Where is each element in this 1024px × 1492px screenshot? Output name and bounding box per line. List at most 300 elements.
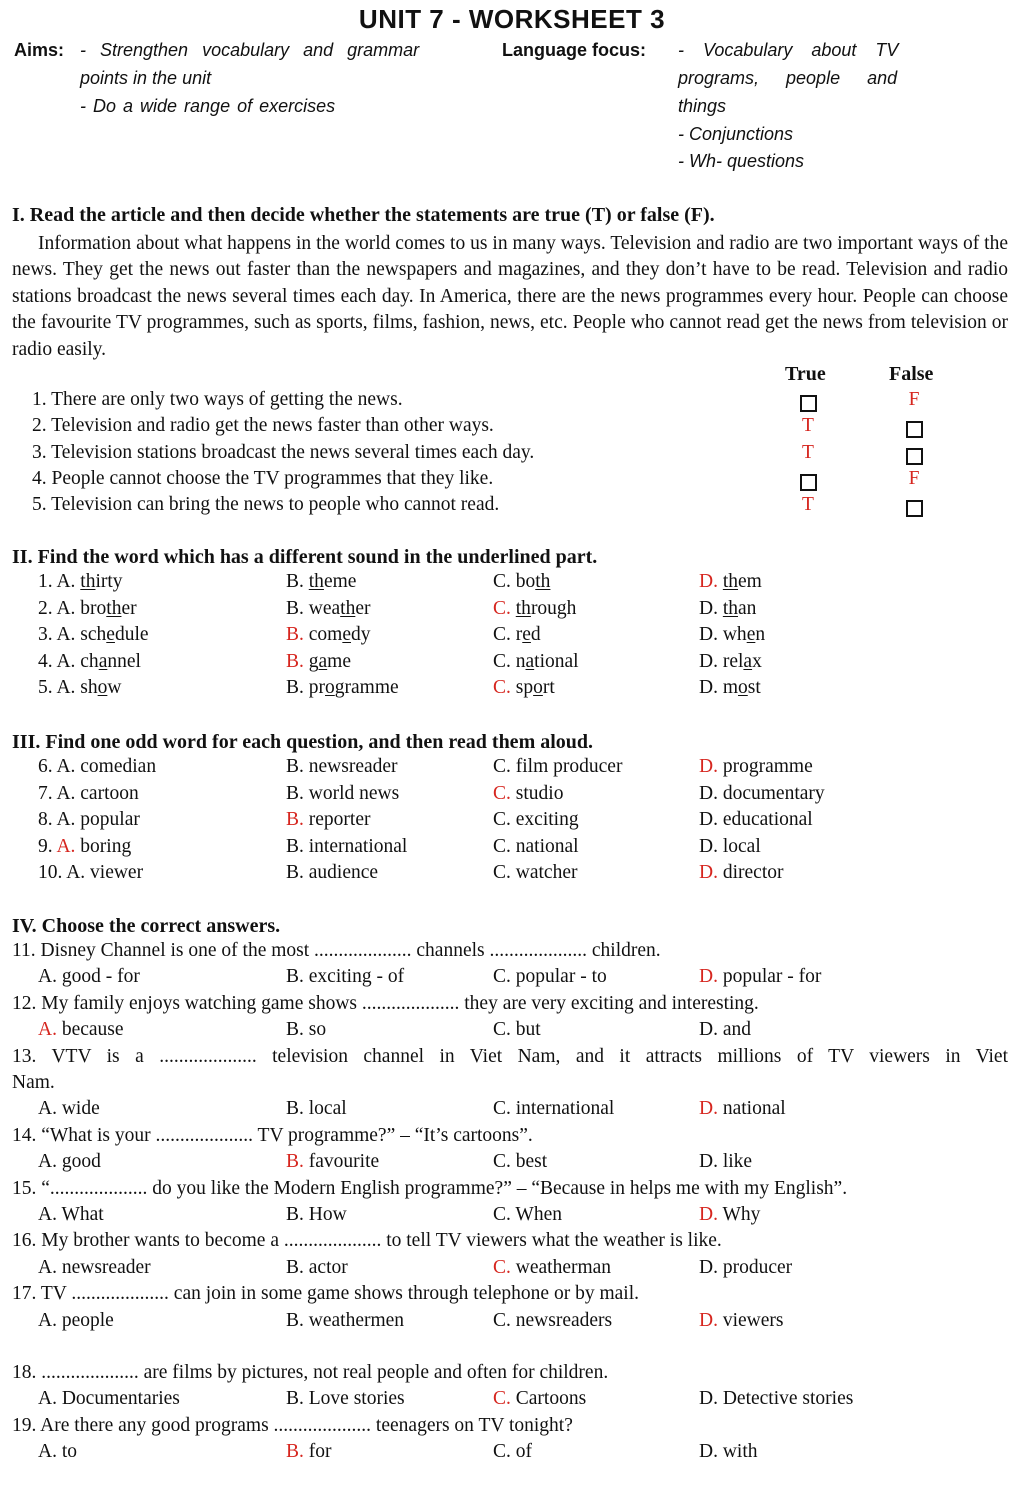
option-text: international: [510, 1098, 615, 1119]
option: [38, 1019, 124, 1041]
option-letter: D.: [699, 1098, 718, 1119]
option-text: Documentaries: [56, 1388, 180, 1409]
statement-text: 1. There are only two ways of getting the news.: [32, 389, 403, 410]
option-text: best: [510, 1151, 548, 1172]
option: [286, 756, 398, 778]
checkbox-icon: [800, 474, 817, 491]
section-3-heading: III. Find one odd word for each question, and then read them aloud.: [12, 731, 594, 753]
underlined-part: th: [80, 571, 96, 592]
option: [493, 1388, 586, 1410]
option: [493, 966, 607, 988]
underlined-part: th: [535, 571, 551, 592]
option: [699, 1204, 760, 1226]
option: [38, 862, 143, 884]
question-row: [0, 571, 1024, 597]
option: [286, 1151, 379, 1173]
option-letter: A.: [38, 1204, 57, 1225]
option-letter: C.: [493, 1441, 511, 1462]
option: [493, 1257, 611, 1279]
option-letter: C.: [493, 862, 516, 883]
option: [286, 1388, 405, 1410]
options-row: [0, 1019, 1024, 1045]
option-text: viewers: [717, 1310, 784, 1331]
statement-row: [0, 468, 1024, 494]
option-letter: A.: [56, 598, 81, 619]
option-letter: B.: [286, 1019, 304, 1040]
option: [493, 1019, 541, 1041]
option: [699, 624, 765, 646]
option: [38, 571, 123, 593]
question-row: [0, 677, 1024, 703]
option-letter: B.: [286, 1151, 304, 1172]
option: [286, 1257, 348, 1279]
option: [493, 571, 550, 593]
option-letter: C.: [493, 677, 516, 698]
question-text: 16. My brother wants to become a .................... to tell TV viewers what the weather is like.: [12, 1230, 722, 1251]
focus-line: things: [678, 96, 727, 116]
underlined-part: a: [525, 651, 535, 672]
option-text: of: [510, 1441, 533, 1462]
option-word-part: x: [752, 651, 762, 672]
article-paragraph: Information about what happens in the world comes to us in many ways. Television and radio are two important ways of the news. They get the news out faster than the newspapers and magazines, and they don’t have to be read. Television and radio stations broadcast the news several times each day. In America, there are the news programmes every hour. People can choose the favourite TV programmes, such as sports, films, fashion, news, etc. People who cannot read get the news from television or radio easily.: [12, 233, 1008, 360]
statement-row: [0, 415, 1024, 441]
underlined-part: o: [325, 677, 335, 698]
statement-row: [0, 389, 1024, 415]
options-row: [0, 1204, 1024, 1230]
option-letter: D.: [699, 1204, 718, 1225]
statement-text: 3. Television stations broadcast the news several times each day.: [32, 442, 535, 463]
option-text: exciting: [515, 809, 579, 830]
option-text: audience: [308, 862, 379, 883]
option: [38, 836, 131, 858]
option-text: good - for: [56, 966, 140, 987]
underlined-part: th: [722, 571, 739, 592]
option-text: producer: [717, 1257, 793, 1278]
question-row: [0, 624, 1024, 650]
question-number: 9.: [38, 836, 57, 857]
options-row: [0, 966, 1024, 992]
option: [286, 598, 371, 620]
option-letter: A.: [38, 1098, 57, 1119]
option: [38, 1204, 104, 1226]
option: [699, 1388, 853, 1410]
option-text: wide: [56, 1098, 100, 1119]
false-mark: F: [908, 468, 920, 489]
option-letter: D.: [699, 1257, 718, 1278]
option: [38, 809, 140, 831]
option-word-part: d: [530, 624, 541, 645]
option-text: national: [717, 1098, 786, 1119]
option: [493, 598, 576, 620]
true-mark: T: [802, 442, 814, 463]
option: [493, 1310, 612, 1332]
option-text: so: [303, 1019, 327, 1040]
option-letter: B.: [286, 624, 309, 645]
option: [38, 1257, 151, 1279]
option-text: reporter: [308, 809, 371, 830]
option: [286, 966, 404, 988]
option-text: weatherman: [510, 1257, 612, 1278]
question-text: 12. My family enjoys watching game shows .................... they are very exciting and interesting.: [12, 993, 759, 1014]
option-word-part: sch: [80, 624, 107, 645]
option-word-part: n: [515, 651, 526, 672]
option-letter: C.: [493, 1204, 511, 1225]
aims-line: - Do a wide range of exercises: [80, 96, 336, 116]
option-letter: C.: [493, 1388, 511, 1409]
option: [286, 624, 371, 646]
option: [699, 598, 756, 620]
options-row: [0, 1310, 1024, 1336]
worksheet-title: UNIT 7 - WORKSHEET 3: [358, 4, 666, 34]
aims-line: points in the unit: [80, 68, 212, 88]
option-word-part: em: [738, 571, 762, 592]
option-letter: D.: [699, 677, 723, 698]
aims-block: [14, 40, 1014, 180]
option-letter: B.: [286, 1441, 304, 1462]
option-word-part: wh: [722, 624, 747, 645]
question-text: 15. “.................... do you like the Modern English programme?” – “Because in helps me with my English”.: [12, 1178, 848, 1199]
option-letter: A.: [38, 1310, 57, 1331]
option-letter: D.: [699, 1310, 718, 1331]
question-row: [0, 862, 1024, 888]
option-text: world news: [308, 783, 400, 804]
option: [38, 1151, 101, 1173]
question-row: [0, 836, 1024, 862]
option: [699, 1310, 784, 1332]
option-text: programme: [722, 756, 813, 777]
option-text: Love stories: [303, 1388, 405, 1409]
option-letter: A.: [38, 1019, 57, 1040]
option: [699, 677, 761, 699]
option: [38, 966, 140, 988]
option-letter: C.: [493, 624, 516, 645]
option-word-part: pr: [308, 677, 326, 698]
option-word-part: er: [121, 598, 137, 619]
option-letter: A.: [38, 966, 57, 987]
option-text: Cartoons: [510, 1388, 587, 1409]
option-letter: B.: [286, 571, 309, 592]
focus-line: - Wh- questions: [678, 151, 805, 171]
option-word-part: wea: [308, 598, 341, 619]
options-row: [0, 1098, 1024, 1124]
question-number: 4.: [38, 651, 57, 672]
question-text: 13. VTV is a .................... television channel in Viet Nam, and it attracts millions of TV viewers in Viet: [12, 1046, 1008, 1067]
statement-text: 4. People cannot choose the TV programmes that they like.: [32, 468, 494, 489]
question-text: 11. Disney Channel is one of the most .................... channels .................... children.: [12, 940, 661, 961]
option-letter: B.: [286, 1098, 304, 1119]
option-letter: B.: [286, 1310, 304, 1331]
aims-line: - Strengthen vocabulary and grammar: [80, 40, 420, 60]
option: [699, 1151, 752, 1173]
option-text: international: [308, 836, 408, 857]
option-letter: B.: [286, 809, 309, 830]
option-letter: D.: [699, 1441, 718, 1462]
option-text: and: [717, 1019, 751, 1040]
option-letter: A.: [56, 836, 81, 857]
false-column-header: False: [889, 363, 934, 385]
aims-label: Aims:: [14, 40, 65, 60]
question-number: 10.: [38, 862, 67, 883]
option-letter: A.: [38, 1388, 57, 1409]
focus-line: programs, people and: [678, 68, 898, 88]
option: [699, 862, 783, 884]
option-word-part: bro: [80, 598, 107, 619]
option-text: for: [303, 1441, 332, 1462]
option-letter: C.: [493, 809, 516, 830]
underlined-part: o: [533, 677, 543, 698]
checkbox-icon: [906, 448, 923, 465]
option-text: popular - to: [510, 966, 607, 987]
option-text: with: [717, 1441, 758, 1462]
option: [493, 1151, 547, 1173]
option-text: local: [303, 1098, 347, 1119]
underlined-part: o: [738, 677, 748, 698]
section-4-heading: IV. Choose the correct answers.: [12, 915, 281, 937]
option-letter: B.: [286, 1257, 304, 1278]
statement-text: 2. Television and radio get the news faster than other ways.: [32, 415, 494, 436]
option: [286, 1098, 347, 1120]
option-text: When: [510, 1204, 562, 1225]
option-word-part: g: [308, 651, 319, 672]
underlined-part: th: [340, 598, 356, 619]
option-letter: D.: [699, 1151, 718, 1172]
focus-line: - Vocabulary about TV: [678, 40, 899, 60]
options-row: [0, 1257, 1024, 1283]
option: [493, 651, 579, 673]
option: [286, 1310, 404, 1332]
underlined-part: e: [522, 624, 531, 645]
option: [493, 836, 579, 858]
option-word-part: dy: [351, 624, 371, 645]
statement-row: [0, 494, 1024, 520]
option: [493, 756, 622, 778]
option-text: favourite: [303, 1151, 380, 1172]
option: [699, 836, 761, 858]
option-word-part: sp: [515, 677, 534, 698]
section-1-heading: I. Read the article and then decide whether the statements are true (T) or false (F).: [12, 204, 715, 226]
option-word-part: gramme: [334, 677, 399, 698]
option-letter: A.: [38, 1257, 57, 1278]
option: [699, 1441, 758, 1463]
question-number: 5.: [38, 677, 57, 698]
question-number: 7.: [38, 783, 57, 804]
option-text: but: [510, 1019, 541, 1040]
option: [38, 598, 137, 620]
option-letter: D.: [699, 1019, 718, 1040]
option: [38, 651, 141, 673]
question-row: [0, 756, 1024, 782]
question-number: 1.: [38, 571, 57, 592]
option: [699, 783, 825, 805]
option-letter: B.: [286, 966, 304, 987]
statement-text: 5. Television can bring the news to people who cannot read.: [32, 494, 500, 515]
option: [493, 809, 579, 831]
question-number: 6.: [38, 756, 57, 777]
option-letter: A.: [66, 862, 91, 883]
option: [699, 966, 821, 988]
checkbox-icon: [906, 500, 923, 517]
option: [286, 862, 378, 884]
option-text: How: [303, 1204, 347, 1225]
language-focus-label: Language focus:: [502, 40, 647, 60]
option: [38, 1098, 100, 1120]
option-word-part: tional: [534, 651, 579, 672]
option-text: studio: [515, 783, 564, 804]
option-letter: C.: [493, 1310, 511, 1331]
option: [699, 651, 762, 673]
true-column-header: True: [785, 363, 826, 385]
option-text: Why: [717, 1204, 761, 1225]
underlined-part: a: [98, 651, 108, 672]
option-letter: B.: [286, 836, 309, 857]
option-letter: B.: [286, 756, 309, 777]
option: [286, 836, 407, 858]
question-text: 14. “What is your .................... TV programme?” – “It’s cartoons”.: [12, 1125, 533, 1146]
option-letter: C.: [493, 1257, 511, 1278]
underlined-part: a: [743, 651, 753, 672]
option: [38, 756, 156, 778]
option: [493, 1098, 614, 1120]
option: [493, 783, 563, 805]
option: [38, 1441, 77, 1463]
option-letter: C.: [493, 1151, 511, 1172]
option-word-part: st: [747, 677, 761, 698]
option-text: What: [56, 1204, 104, 1225]
checkbox-icon: [800, 395, 817, 412]
question-number: 8.: [38, 809, 57, 830]
option-letter: D.: [699, 966, 718, 987]
option-text: exciting - of: [303, 966, 405, 987]
underlined-part: th: [308, 571, 324, 592]
option-word-part: dule: [114, 624, 149, 645]
option-word-part: irty: [95, 571, 123, 592]
option: [493, 862, 577, 884]
question-row: [0, 598, 1024, 624]
option-text: newsreader: [56, 1257, 151, 1278]
option-text: film producer: [515, 756, 623, 777]
option: [286, 677, 399, 699]
option-letter: C.: [493, 598, 516, 619]
option-letter: A.: [56, 756, 81, 777]
option-text: to: [56, 1441, 78, 1462]
option-word-part: com: [308, 624, 343, 645]
option-text: weathermen: [303, 1310, 405, 1331]
option-word-part: rt: [542, 677, 555, 698]
option-word-part: w: [107, 677, 122, 698]
option: [699, 756, 813, 778]
checkbox-icon: [906, 421, 923, 438]
option-letter: D.: [699, 862, 723, 883]
option-letter: C.: [493, 756, 516, 777]
option-letter: D.: [699, 571, 723, 592]
option-text: people: [56, 1310, 114, 1331]
option-letter: B.: [286, 651, 309, 672]
option: [493, 624, 541, 646]
option-word-part: an: [738, 598, 757, 619]
question-text: 17. TV .................... can join in some game shows through telephone or by mail.: [12, 1283, 639, 1304]
underlined-part: o: [97, 677, 108, 698]
option: [38, 624, 149, 646]
option-letter: B.: [286, 1388, 304, 1409]
option-letter: A.: [56, 677, 81, 698]
option-letter: D.: [699, 783, 723, 804]
option: [38, 1388, 180, 1410]
option-text: newsreader: [308, 756, 398, 777]
option-letter: D.: [699, 756, 723, 777]
option-word-part: eme: [323, 571, 357, 592]
option-word-part: er: [355, 598, 371, 619]
option: [699, 571, 762, 593]
option-letter: C.: [493, 783, 516, 804]
option-letter: B.: [286, 862, 309, 883]
statement-row: [0, 442, 1024, 468]
true-mark: T: [802, 494, 814, 515]
option-word-part: nnel: [107, 651, 141, 672]
option: [38, 783, 139, 805]
option: [493, 677, 555, 699]
option-letter: D.: [699, 624, 723, 645]
option-text: popular: [80, 809, 140, 830]
option-letter: D.: [699, 651, 723, 672]
option-text: boring: [80, 836, 132, 857]
option-word-part: rough: [530, 598, 577, 619]
option-letter: B.: [286, 677, 309, 698]
option-text: Detective stories: [717, 1388, 854, 1409]
option: [286, 1204, 347, 1226]
option-word-part: rel: [722, 651, 744, 672]
question-row: [0, 651, 1024, 677]
option: [699, 809, 813, 831]
underlined-part: e: [342, 624, 351, 645]
underlined-part: a: [318, 651, 328, 672]
question-row: [0, 809, 1024, 835]
option-letter: C.: [493, 651, 516, 672]
option-letter: A.: [38, 1441, 57, 1462]
option-text: actor: [303, 1257, 348, 1278]
option: [699, 1257, 792, 1279]
option-text: watcher: [515, 862, 578, 883]
option: [286, 1441, 332, 1463]
false-mark: F: [908, 389, 920, 410]
option-text: like: [717, 1151, 753, 1172]
option: [286, 571, 356, 593]
option-text: newsreaders: [510, 1310, 613, 1331]
option: [38, 1310, 114, 1332]
option: [286, 1019, 326, 1041]
question-text: 19. Are there any good programs .................... teenagers on TV tonight?: [12, 1415, 573, 1436]
option-text: educational: [722, 809, 813, 830]
option-word-part: bo: [515, 571, 536, 592]
option-letter: C.: [493, 1019, 511, 1040]
focus-line: - Conjunctions: [678, 124, 794, 144]
question-text-continued: Nam.: [12, 1072, 55, 1093]
option-letter: D.: [699, 1388, 718, 1409]
option-letter: D.: [699, 809, 723, 830]
option-letter: D.: [699, 836, 723, 857]
option-text: good: [56, 1151, 101, 1172]
option: [493, 1441, 532, 1463]
option-word-part: r: [515, 624, 523, 645]
option-word-part: n: [755, 624, 766, 645]
option-text: cartoon: [80, 783, 139, 804]
underlined-part: e: [106, 624, 115, 645]
underlined-part: th: [722, 598, 739, 619]
underlined-part: e: [746, 624, 756, 645]
option-word-part: me: [327, 651, 351, 672]
question-number: 3.: [38, 624, 57, 645]
options-row: [0, 1151, 1024, 1177]
option-text: comedian: [80, 756, 157, 777]
